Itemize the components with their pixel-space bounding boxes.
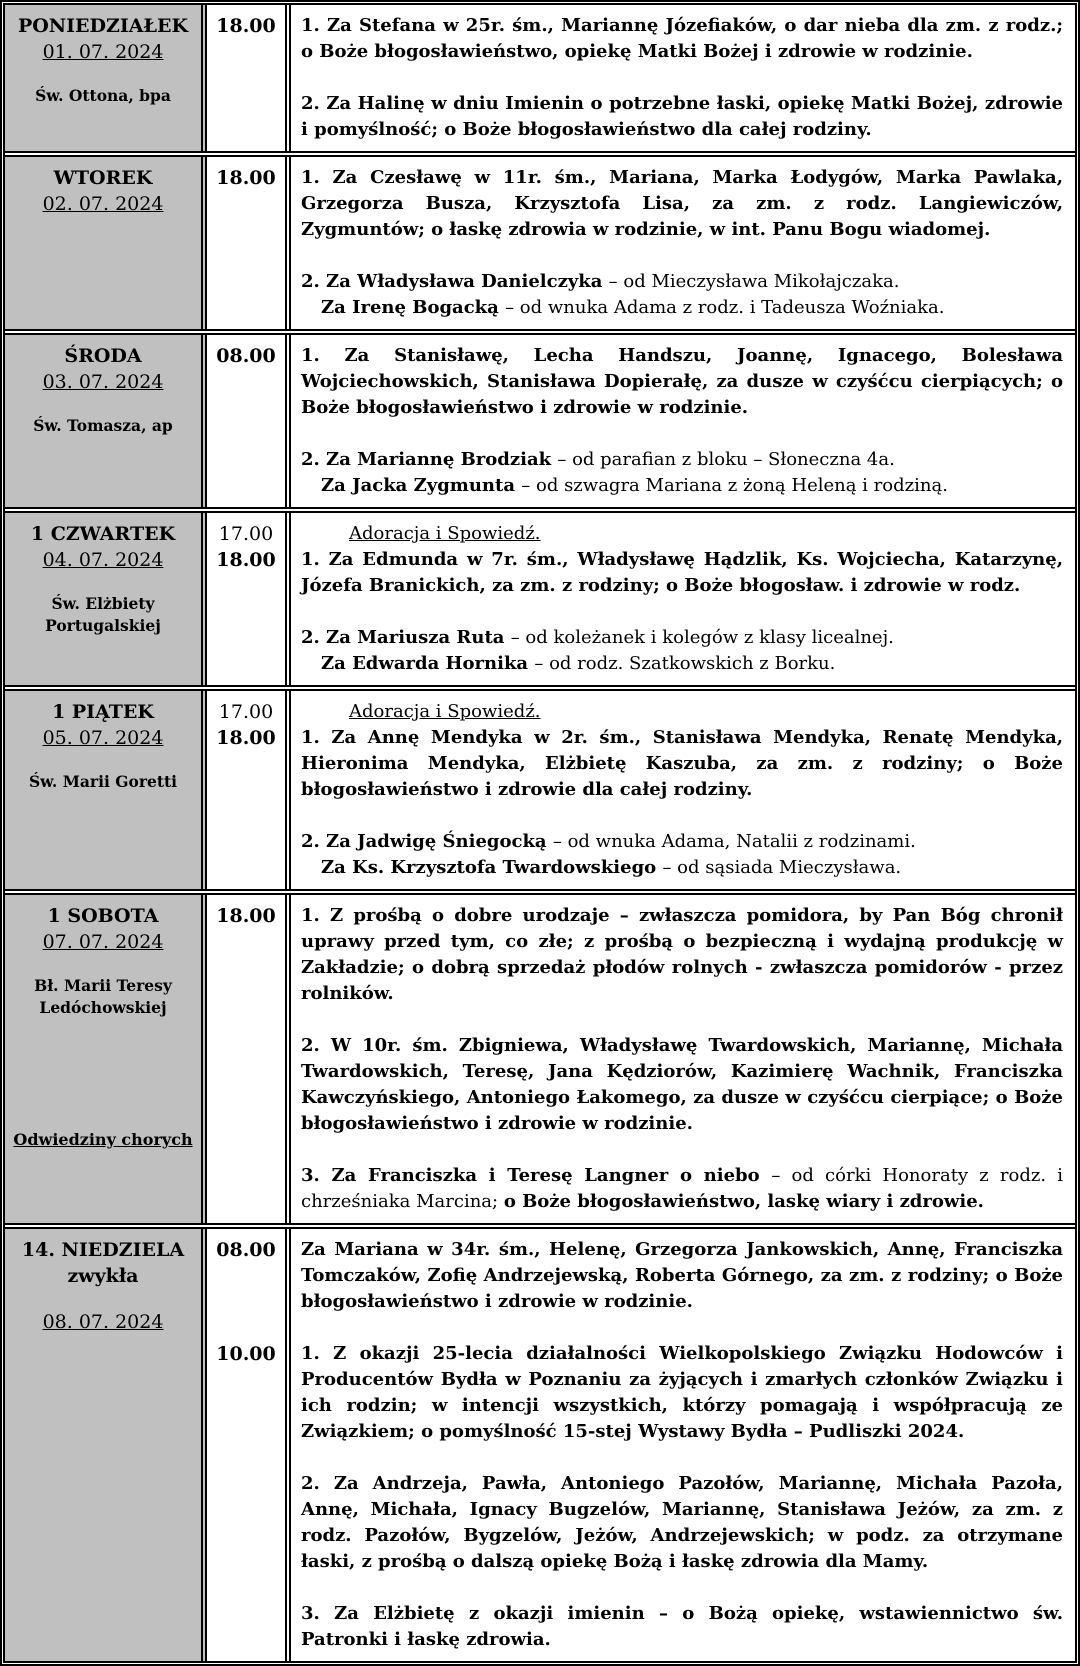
day-spacer bbox=[13, 751, 193, 771]
day-cell bbox=[5, 895, 207, 1223]
intention-line bbox=[301, 1163, 1063, 1215]
intention-line bbox=[301, 473, 1063, 499]
mass-time: 08.00 bbox=[216, 345, 276, 367]
intention-text-segment: Za Jacka Zygmunta bbox=[321, 475, 522, 496]
intention-text-segment: 1. Za Edmunda w 7r. śm., Władysławę Hądzlik, Ks. Wojciecha, Katarzynę, Józefa Branickich, za zm. z rodziny; o Boże błogosław. i zdrowie w rodz. bbox=[301, 549, 1063, 596]
intention-text-segment: – od wnuka Adama z rodz. i Tadeusza Woźniaka. bbox=[505, 297, 945, 318]
intention-line bbox=[301, 1033, 1063, 1137]
intention-text-segment: Za Edwarda Hornika bbox=[321, 653, 535, 674]
intention-line bbox=[301, 13, 1063, 65]
intention-paragraph bbox=[301, 1237, 1063, 1315]
intentions-cell bbox=[291, 1229, 1075, 1661]
intention-text-segment: 3. Za Franciszka i Teresę Langner o niebo bbox=[301, 1165, 772, 1186]
intentions-cell bbox=[291, 335, 1075, 507]
mass-time: 17.00 bbox=[218, 701, 274, 723]
intention-line bbox=[301, 903, 1063, 1007]
intention-text-segment: 1. Za Stanisławę, Lecha Handszu, Joannę, Ignacego, Bolesława Wojciechowskich, Stanisława Dopierałę, za dusze w czyśćcu cierpiących; o Boże błogosławieństwo i zdrowie w rodzinie. bbox=[301, 345, 1063, 418]
intention-line bbox=[301, 447, 1063, 473]
intention-line bbox=[301, 269, 1063, 295]
schedule-row bbox=[5, 1223, 1075, 1661]
intention-text-segment: 2. Za Mariusza Ruta bbox=[301, 627, 511, 648]
day-date: 02. 07. 2024 bbox=[42, 193, 164, 215]
day-date: 05. 07. 2024 bbox=[42, 727, 164, 749]
intention-text-segment: – od parafian z bloku – Słoneczna 4a. bbox=[557, 449, 895, 470]
intention-line bbox=[301, 1341, 1063, 1445]
intentions-cell bbox=[291, 895, 1075, 1223]
intention-text-segment: Adoracja i Spowiedź. bbox=[349, 523, 541, 544]
intention-text-segment: Za Ks. Krzysztofa Twardowskiego bbox=[321, 857, 663, 878]
time-cell bbox=[207, 513, 291, 685]
intentions-cell bbox=[291, 157, 1075, 329]
schedule-row bbox=[5, 5, 1075, 151]
intention-text-segment: Za Mariana w 34r. śm., Helenę, Grzegorza Jankowskich, Annę, Franciszka Tomczaków, Zofię Andrzejewską, Roberta Górnego, za zm. z rodziny; o Boże błogosławieństwo i zdrowie w rodzinie. bbox=[301, 1239, 1063, 1312]
intention-paragraph bbox=[301, 1601, 1063, 1653]
intentions-cell bbox=[291, 5, 1075, 151]
day-cell bbox=[5, 691, 207, 889]
schedule-row bbox=[5, 685, 1075, 889]
time-cell bbox=[207, 691, 291, 889]
schedule-row bbox=[5, 507, 1075, 685]
intention-paragraph bbox=[301, 91, 1063, 143]
day-title: 1 PIĄTEK bbox=[52, 701, 154, 723]
intention-text-segment: 1. Za Stefana w 25r. śm., Mariannę Józefiaków, o dar nieba dla zm. z rodz.; o Boże błogosławieństwo, opiekę Matki Bożej i zdrowie w rodzinie. bbox=[301, 15, 1063, 62]
intention-text-segment: – od szwagra Mariana z żoną Heleną i rodziną. bbox=[521, 475, 948, 496]
intention-paragraph bbox=[301, 447, 1063, 499]
intention-line bbox=[301, 295, 1063, 321]
intention-text-segment: – od rodz. Szatkowskich z Borku. bbox=[534, 653, 836, 674]
intention-line bbox=[301, 855, 1063, 881]
intention-paragraph bbox=[301, 699, 1063, 803]
intention-line bbox=[301, 165, 1063, 243]
day-title: PONIEDZIAŁEK bbox=[17, 15, 189, 37]
intentions-cell bbox=[291, 691, 1075, 889]
day-note: Portugalskiej bbox=[45, 616, 161, 635]
day-note: Odwiedziny chorych bbox=[13, 1130, 193, 1149]
mass-time: 18.00 bbox=[216, 15, 276, 37]
day-note: Ledóchowskiej bbox=[39, 998, 167, 1017]
intention-paragraph bbox=[301, 1033, 1063, 1137]
intention-text-segment: 2. Za Andrzeja, Pawła, Antoniego Pazołów, Mariannę, Michała Pazoła, Annę, Michała, Ignacy Bugzelów, Mariannę, Stanisława Jeżów, za zm. z rodz. Pazołów, Bygzelów, Jeżów, Andrzejewskich; w podz. za otrzymane łaski, z prośbą o dalszą opiekę Bożą i łaskę zdrowia dla Mamy. bbox=[301, 1473, 1063, 1572]
intention-text-segment: Za Irenę Bogacką bbox=[321, 297, 506, 318]
time-cell bbox=[207, 335, 291, 507]
intention-paragraph bbox=[301, 1471, 1063, 1575]
day-date: 07. 07. 2024 bbox=[42, 931, 164, 953]
day-cell bbox=[5, 1229, 207, 1661]
intention-line bbox=[301, 547, 1063, 599]
time-cell bbox=[207, 895, 291, 1223]
day-cell bbox=[5, 5, 207, 151]
intention-text-segment: 2. W 10r. śm. Zbigniewa, Władysławę Twardowskich, Mariannę, Michała Twardowskich, Teresę, Jana Kędziorów, Kazimierę Wachnik, Franciszka Kawczyńskiego, Antoniego Łakomego, za dusze w czyśćcu cierpiące; o Boże błogosławieństwo i zdrowie w rodzinie. bbox=[301, 1035, 1063, 1134]
intention-text-segment: 1. Za Czesławę w 11r. śm., Mariana, Marka Łodygów, Marka Pawlaka, Grzegorza Busza, Krzysztofa Lisa, za zm. z rodz. Langiewiczów, Zygmuntów; o łaskę zdrowia w rodzinie, w int. Panu Bogu wiadomej. bbox=[301, 167, 1063, 240]
schedule-row bbox=[5, 329, 1075, 507]
day-note: Św. Tomasza, ap bbox=[33, 416, 173, 435]
intention-paragraph bbox=[301, 903, 1063, 1007]
day-note: Św. Elżbiety bbox=[51, 594, 155, 613]
schedule-row bbox=[5, 889, 1075, 1223]
intention-text-segment: 2. Za Mariannę Brodziak bbox=[301, 449, 558, 470]
intention-line bbox=[301, 1237, 1063, 1315]
mass-time: 10.00 bbox=[216, 1343, 276, 1365]
day-note: Św. Ottona, bpa bbox=[35, 86, 171, 105]
intention-line bbox=[301, 91, 1063, 143]
mass-time: 17.00 bbox=[218, 523, 274, 545]
mass-time: 18.00 bbox=[216, 727, 276, 749]
mass-time: 08.00 bbox=[216, 1239, 276, 1261]
intention-line bbox=[301, 725, 1063, 803]
intention-paragraph bbox=[301, 829, 1063, 881]
intention-paragraph bbox=[301, 521, 1063, 599]
day-spacer bbox=[13, 573, 193, 593]
intention-text-segment: 1. Z prośbą o dobre urodzaje – zwłaszcza pomidora, by Pan Bóg chronił uprawy przed tym, co złe; z prośbą o bezpieczną i wydajną produkcję w Zakładzie; o dobrą sprzedaż płodów rolnych - zwłaszcza pomidorów - przez rolników. bbox=[301, 905, 1063, 1004]
day-title: zwykła bbox=[67, 1265, 139, 1287]
intention-text-segment: Adoracja i Spowiedź. bbox=[349, 701, 541, 722]
intention-line bbox=[301, 651, 1063, 677]
intention-paragraph bbox=[301, 1341, 1063, 1445]
day-spacer bbox=[13, 955, 193, 975]
intention-paragraph bbox=[301, 165, 1063, 243]
day-note: Św. Marii Goretti bbox=[28, 772, 178, 791]
intention-line bbox=[301, 343, 1063, 421]
intention-text-segment: 2. Za Władysława Danielczyka bbox=[301, 271, 609, 292]
intention-text-segment: – od córki Honoraty z rodz. i chrześniaka Marcina; bbox=[301, 1165, 1063, 1212]
day-spacer bbox=[13, 65, 193, 85]
mass-time: 18.00 bbox=[216, 167, 276, 189]
time-cell bbox=[207, 157, 291, 329]
intention-text-segment: 1. Za Annę Mendyka w 2r. śm., Stanisława Mendyka, Renatę Mendyka, Hieronima Mendyka, Elżbietę Kaszuba, za zm. z rodziny; o Boże błogosławieństwo i zdrowie dla całej rodziny. bbox=[301, 727, 1063, 800]
intention-text-segment: – od koleżanek i kolegów z klasy licealnej. bbox=[510, 627, 894, 648]
mass-time: 18.00 bbox=[216, 905, 276, 927]
day-spacer bbox=[13, 1289, 193, 1309]
day-date: 04. 07. 2024 bbox=[42, 549, 164, 571]
day-title: 14. NIEDZIELA bbox=[21, 1239, 185, 1261]
intention-text-segment: o Boże błogosławieństwo, laskę wiary i zdrowie. bbox=[503, 1191, 984, 1212]
day-title: WTOREK bbox=[53, 167, 153, 189]
day-date: 03. 07. 2024 bbox=[42, 371, 164, 393]
day-title: ŚRODA bbox=[64, 345, 142, 367]
intention-text-segment: 1. Z okazji 25-lecia działalności Wielkopolskiego Związku Hodowców i Producentów Bydła w Poznaniu za żyjących i zmarłych członków Związku i ich rodzin; w intencji wszystkich, którzy pomagają i współpracują ze Związkiem; o pomyślność 15-stej Wystawy Bydła – Pudliszki 2024. bbox=[301, 1343, 1063, 1442]
intention-line bbox=[301, 1471, 1063, 1575]
day-date: 01. 07. 2024 bbox=[42, 41, 164, 63]
day-spacer bbox=[13, 395, 193, 415]
intention-line bbox=[301, 699, 1063, 725]
intention-paragraph bbox=[301, 269, 1063, 321]
intention-text-segment: 2. Za Halinę w dniu Imienin o potrzebne łaski, opiekę Matki Bożej, zdrowie i pomyślność; o Boże błogosławieństwo dla całej rodziny. bbox=[301, 93, 1063, 140]
day-title: 1 CZWARTEK bbox=[30, 523, 176, 545]
intention-paragraph bbox=[301, 343, 1063, 421]
day-cell bbox=[5, 335, 207, 507]
intention-paragraph bbox=[301, 1163, 1063, 1215]
day-date: 08. 07. 2024 bbox=[42, 1311, 164, 1333]
intention-text-segment: – od sąsiada Mieczysława. bbox=[662, 857, 902, 878]
day-title: 1 SOBOTA bbox=[47, 905, 159, 927]
intention-line bbox=[301, 521, 1063, 547]
schedule-row bbox=[5, 151, 1075, 329]
intention-text-segment: – od wnuka Adama, Natalii z rodzinami. bbox=[552, 831, 916, 852]
intention-text-segment: 3. Za Elżbietę z okazji imienin – o Bożą opiekę, wstawiennictwo św. Patronki i łaskę zdrowia. bbox=[301, 1603, 1063, 1650]
intention-paragraph bbox=[301, 625, 1063, 677]
intentions-cell bbox=[291, 513, 1075, 685]
intention-line bbox=[301, 625, 1063, 651]
day-note: Bł. Marii Teresy bbox=[34, 976, 172, 995]
intention-text-segment: – od Mieczysława Mikołajczaka. bbox=[608, 271, 900, 292]
time-cell bbox=[207, 5, 291, 151]
intention-text-segment: 2. Za Jadwigę Śniegocką bbox=[301, 831, 553, 852]
day-cell bbox=[5, 513, 207, 685]
intention-line bbox=[301, 1601, 1063, 1653]
mass-time: 18.00 bbox=[216, 549, 276, 571]
time-cell bbox=[207, 1229, 291, 1661]
day-cell bbox=[5, 157, 207, 329]
intention-paragraph bbox=[301, 13, 1063, 65]
intention-line bbox=[301, 829, 1063, 855]
